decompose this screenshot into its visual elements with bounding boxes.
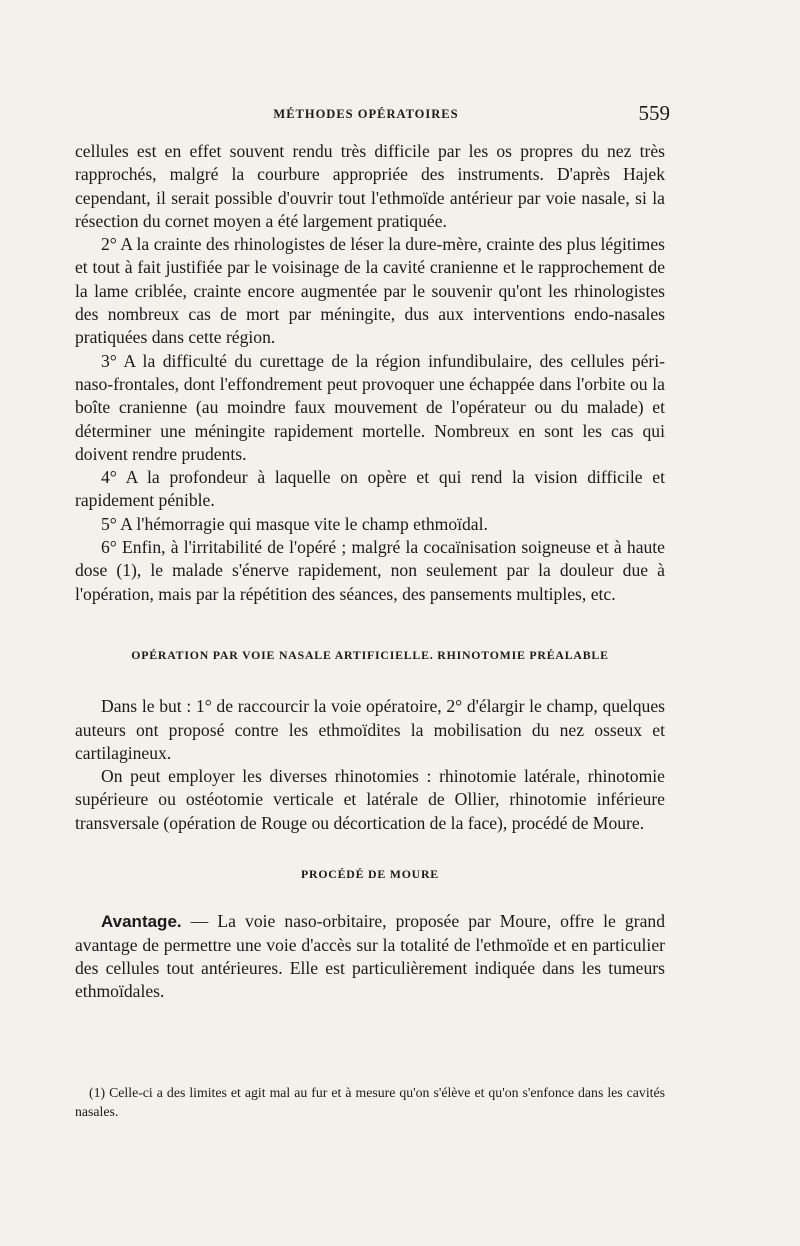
paragraph-item-3: 3° A la difficulté du curettage de la région infundibulaire, des cellules péri-naso-frontales, dont l'effondrement peut provoquer une échappée dans l'orbite ou la boîte cranienne (au moindre faux mouvement de l'opérateur ou du malade) et déterminer une méningite rapidement mortelle. Nombreux en sont les cas qui doivent rendre prudents.	[75, 350, 665, 464]
paragraph-continuation: cellules est en effet souvent rendu très difficile par les os propres du nez très rapprochés, malgré la courbure appropriée des instruments. D'après Hajek cependant, il serait possible d'ouvrir tout l'ethmoïde antérieur par voie nasale, si la résection du cornet moyen a été largement pratiquée.	[75, 141, 665, 231]
run-in-heading: Avantage.	[101, 912, 182, 932]
paragraph-item-6: 6° Enfin, à l'irritabilité de l'opéré ; malgré la cocaïnisation soigneuse et à haute dose (1), le malade s'énerve rapidement, non seulement par la douleur due à l'opération, mais par la répétition des séances, des pansements multiples, etc.	[75, 537, 665, 604]
section-heading-moure: PROCÉDÉ DE MOURE	[301, 867, 439, 882]
paragraph-item-4: 4° A la profondeur à laquelle on opère et qui rend la vision difficile et rapidement pénible.	[75, 467, 665, 511]
body-text	[75, 140, 665, 1004]
section-heading-rhinotomie: OPÉRATION PAR VOIE NASALE ARTIFICIELLE. RHINOTOMIE PRÉALABLE	[131, 647, 609, 662]
paragraph-moure	[75, 910, 665, 1003]
running-title: MÉTHODES OPÉRATOIRES	[273, 107, 459, 121]
paragraph-item-5: 5° A l'hémorragie qui masque vite le champ ethmoïdal.	[101, 513, 488, 534]
paragraph-rhinotomie-1: Dans le but : 1° de raccourcir la voie opératoire, 2° d'élargir le champ, quelques auteurs ont proposé contre les ethmoïdites la mobilisation du nez osseux et cartilagineux.	[75, 696, 665, 763]
paragraph-moure-text: — La voie naso-orbitaire, proposée par Moure, offre le grand avantage de permettre une voie d'accès sur la totalité de l'ethmoïde et en particulier des cellules tout antérieures. Elle est particulièrement indiquée dans les tumeurs ethmoïdales.	[75, 911, 665, 1002]
page-number: 559	[638, 101, 670, 125]
footnote: (1) Celle-ci a des limites et agit mal au fur et à mesure qu'on s'élève et qu'on s'enfonce dans les cavités nasales.	[75, 1085, 665, 1119]
paragraph-item-2: 2° A la crainte des rhinologistes de léser la dure-mère, crainte des plus légitimes et tout à fait justifiée par le voisinage de la cavité cranienne et le rapprochement de la lame criblée, crainte encore augmentée par le souvenir qu'ont les rhinologistes des nombreux cas de mort par méningite, dus aux interventions endo-nasales pratiquées dans cette région.	[75, 234, 665, 348]
paragraph-rhinotomie-2: On peut employer les diverses rhinotomies : rhinotomie latérale, rhinotomie supérieure ou ostéotomie verticale et latérale de Ollier, rhinotomie inférieure transversale (opération de Rouge ou décortication de la face), procédé de Moure.	[75, 766, 665, 833]
running-head	[0, 101, 800, 129]
